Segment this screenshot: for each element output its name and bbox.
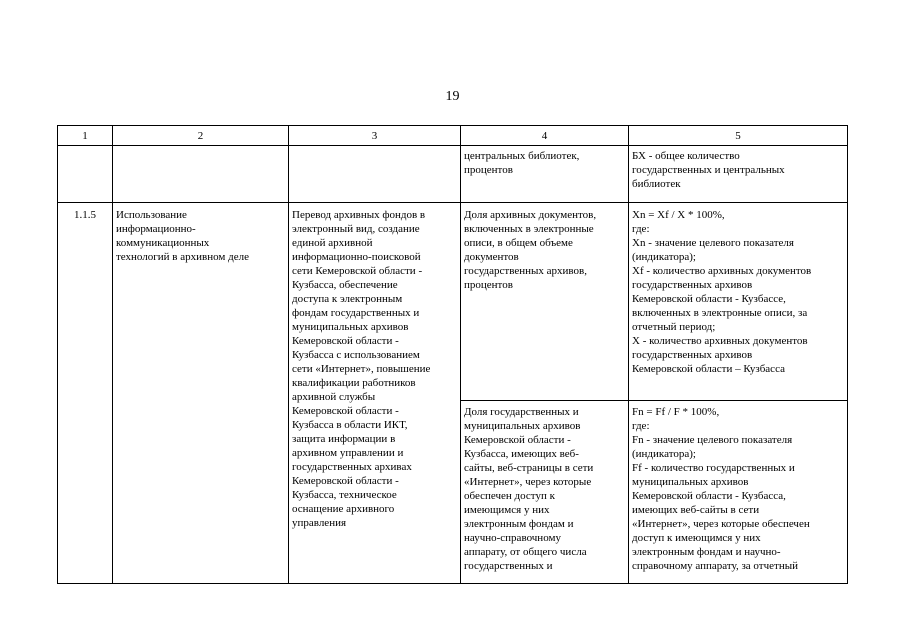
- text-line: где:: [632, 420, 650, 432]
- empty-cell: [58, 146, 113, 203]
- text-line: имеющимся у них: [464, 504, 550, 516]
- text-line: описи, в общем объеме: [464, 237, 573, 249]
- column-number-cell: 2: [113, 126, 289, 146]
- text-line: где:: [632, 223, 650, 235]
- text-line: муниципальных архивов: [632, 476, 749, 488]
- text-line: процентов: [464, 279, 513, 291]
- text-line: Xn - значение целевого показателя: [632, 237, 794, 249]
- text-line: Кузбасса, имеющих веб-: [464, 448, 579, 460]
- activity-row: [58, 203, 848, 401]
- activity-name-cell: [113, 203, 289, 584]
- formula-cell: [629, 203, 848, 401]
- text-line: государственных архивов: [632, 349, 753, 361]
- column-number-cell: 3: [289, 126, 461, 146]
- text-line: единой архивной: [292, 237, 373, 249]
- text-line: информационно-: [116, 223, 196, 235]
- text-line: справочному аппарату, за отчетный: [632, 560, 798, 572]
- text-line: Перевод архивных фондов в: [292, 209, 426, 221]
- text-line: технологий в архивном деле: [116, 251, 249, 263]
- text-line: Fn - значение целевого показателя: [632, 434, 793, 446]
- column-number-cell: 1: [58, 126, 113, 146]
- text-line: Кузбасса в области ИКТ,: [292, 419, 408, 431]
- text-line: обеспечен доступ к: [464, 490, 555, 502]
- text-line: муниципальных архивов: [292, 321, 409, 333]
- text-line: «Интернет», через которые: [464, 476, 592, 488]
- column-number-cell: 5: [629, 126, 848, 146]
- text-line: муниципальных архивов: [464, 420, 581, 432]
- text-line: защита информации в: [292, 433, 396, 445]
- text-line: Кемеровской области -: [292, 335, 399, 347]
- text-line: документов: [464, 251, 519, 263]
- empty-cell: [113, 146, 289, 203]
- text-line: «Интернет», через которые обеспечен: [632, 518, 810, 530]
- text-line: Кемеровской области -: [292, 405, 399, 417]
- text-line: государственных архивов,: [464, 265, 587, 277]
- text-line: архивном управлении и: [292, 447, 404, 459]
- text-line: Кузбасса, техническое: [292, 489, 397, 501]
- text-line: Кемеровской области -: [292, 475, 399, 487]
- text-line: электронным фондам и научно-: [632, 546, 781, 558]
- text-line: сети «Интернет», повышение: [292, 363, 431, 375]
- text-line: государственных и центральных: [632, 164, 785, 176]
- indicator-name-cell: [461, 146, 629, 203]
- formula-cell: [629, 146, 848, 203]
- text-line: БХ - общее количество: [632, 150, 740, 162]
- text-line: Кемеровской области - Кузбассе,: [632, 293, 786, 305]
- text-line: сети Кемеровской области -: [292, 265, 423, 277]
- text-line: Кузбасса, обеспечение: [292, 279, 398, 291]
- text-line: Кузбасса с использованием: [292, 349, 420, 361]
- text-line: оснащение архивного: [292, 503, 395, 515]
- activity-number: 1.1.5: [58, 203, 113, 584]
- text-line: государственных архивов: [632, 279, 753, 291]
- text-line: центральных библиотек,: [464, 150, 580, 162]
- text-line: электронным фондам и: [464, 518, 574, 530]
- text-line: Ff - количество государственных и: [632, 462, 795, 474]
- text-line: имеющих веб-сайты в сети: [632, 504, 760, 516]
- text-line: Xf - количество архивных документов: [632, 265, 812, 277]
- column-number-cell: 4: [461, 126, 629, 146]
- text-line: сайты, веб-страницы в сети: [464, 462, 594, 474]
- text-line: процентов: [464, 164, 513, 176]
- text-line: Доля архивных документов,: [464, 209, 597, 221]
- text-line: Кемеровской области – Кузбасса: [632, 363, 785, 375]
- activity-description-cell: [289, 203, 461, 584]
- text-line: информационно-поисковой: [292, 251, 421, 263]
- column-number-row: [58, 126, 848, 146]
- program-indicators-table: [57, 125, 848, 584]
- text-line: Fn = Ff / F * 100%,: [632, 406, 720, 418]
- text-line: квалификации работников: [292, 377, 416, 389]
- text-line: библиотек: [632, 178, 681, 190]
- continuation-row: [58, 146, 848, 203]
- text-line: (индикатора);: [632, 448, 696, 460]
- indicator-name-cell: [461, 401, 629, 584]
- text-line: государственных и: [464, 560, 553, 572]
- text-line: доступ к имеющимся у них: [632, 532, 761, 544]
- text-line: Использование: [116, 209, 187, 221]
- text-line: электронный вид, создание: [292, 223, 420, 235]
- text-line: научно-справочному: [464, 532, 561, 544]
- text-line: управления: [292, 517, 347, 529]
- text-line: доступа к электронным: [292, 293, 403, 305]
- text-line: Кемеровской области - Кузбасса,: [632, 490, 786, 502]
- text-line: фондам государственных и: [292, 307, 420, 319]
- text-line: Кемеровской области -: [464, 434, 571, 446]
- text-line: (индикатора);: [632, 251, 696, 263]
- text-line: аппарату, от общего числа: [464, 546, 587, 558]
- empty-cell: [289, 146, 461, 203]
- text-line: Доля государственных и: [464, 406, 579, 418]
- formula-cell: [629, 401, 848, 584]
- text-line: государственных архивах: [292, 461, 412, 473]
- text-line: включенных в электронные описи, за: [632, 307, 808, 319]
- text-line: Xn = Xf / X * 100%,: [632, 209, 725, 221]
- text-line: X - количество архивных документов: [632, 335, 808, 347]
- page-number: 19: [445, 89, 460, 104]
- text-line: архивной службы: [292, 391, 376, 403]
- text-line: коммуникационных: [116, 237, 210, 249]
- text-line: отчетный период;: [632, 321, 716, 333]
- indicator-name-cell: [461, 203, 629, 401]
- text-line: включенных в электронные: [464, 223, 594, 235]
